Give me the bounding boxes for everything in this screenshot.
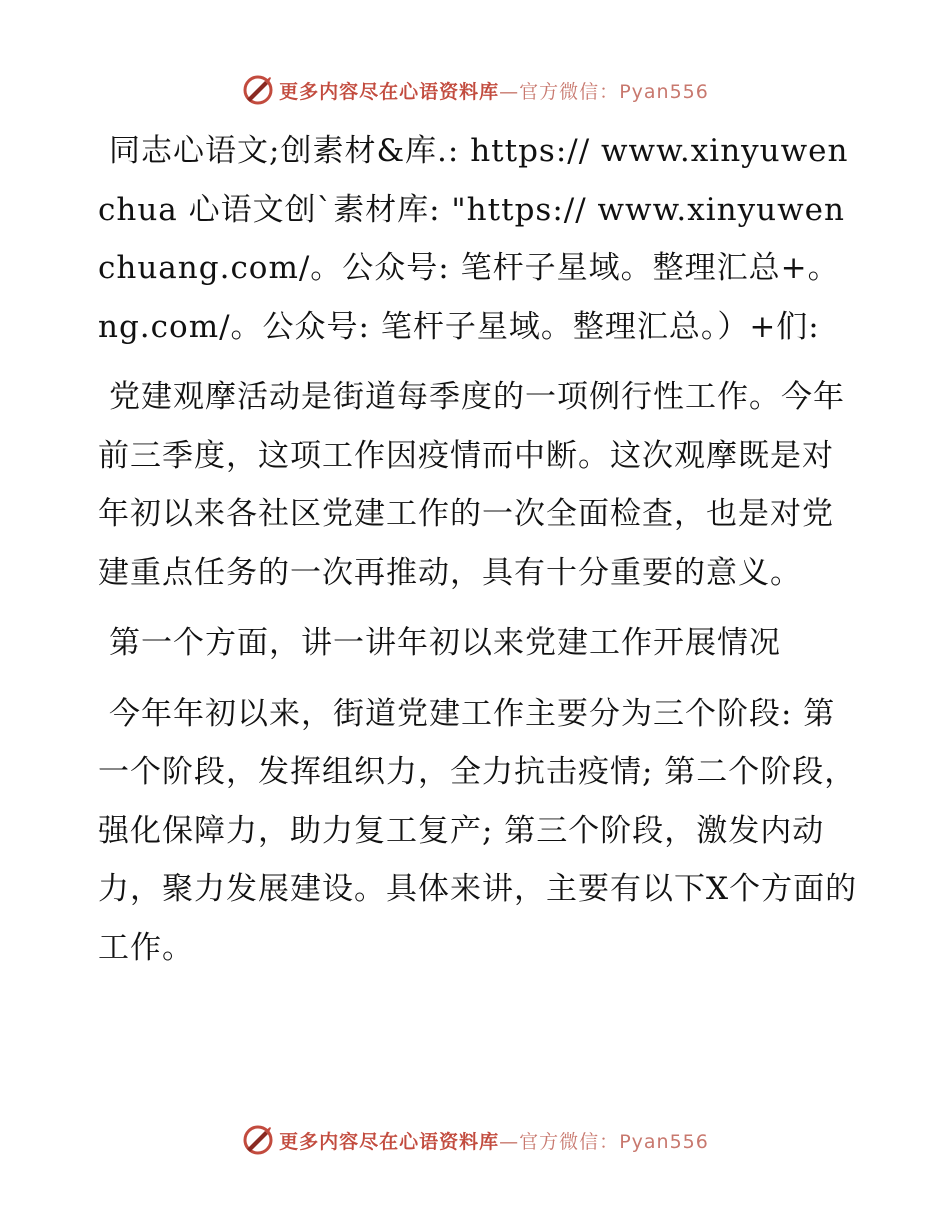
paragraph-source-note: 同志心语文;创素材&库.: https:// www.xinyuwenchua 心语文创`素材库: "https:// www.xinyuwenchuang.com/。公众号: 笔杆子星域。整理汇总+。ng.com/。公众号: 笔杆子星域。整理汇总。）+们: [98,133,849,345]
paragraph-intro: 党建观摩活动是街道每季度的一项例行性工作。今年前三季度，这项工作因疫情而中断。这次观摩既是对年初以来各社区党建工作的一次全面检查，也是对党建重点任务的一次再推动，具有十分重要的意义。 [98,379,845,591]
section-heading: 第一个方面，讲一讲年初以来党建工作开展情况 [109,625,781,661]
watermark-text: 更多内容尽在心语资料库—官方微信：Pyan556 [279,1130,709,1153]
document-body [98,122,858,989]
pen-circle-logo-icon [241,73,275,107]
pen-circle-logo-icon [241,1123,275,1157]
header-watermark-banner [0,70,950,110]
watermark-text: 更多内容尽在心语资料库—官方微信：Pyan556 [279,80,709,103]
footer-watermark-banner [0,1120,950,1160]
paragraph-stages: 今年年初以来，街道党建工作主要分为三个阶段: 第一个阶段，发挥组织力，全力抗击疫情; 第二个阶段，强化保障力，助力复工复产; 第三个阶段，激发内动力，聚力发展建设。具体来讲，主要有以下X个方面的工作。 [98,695,858,966]
